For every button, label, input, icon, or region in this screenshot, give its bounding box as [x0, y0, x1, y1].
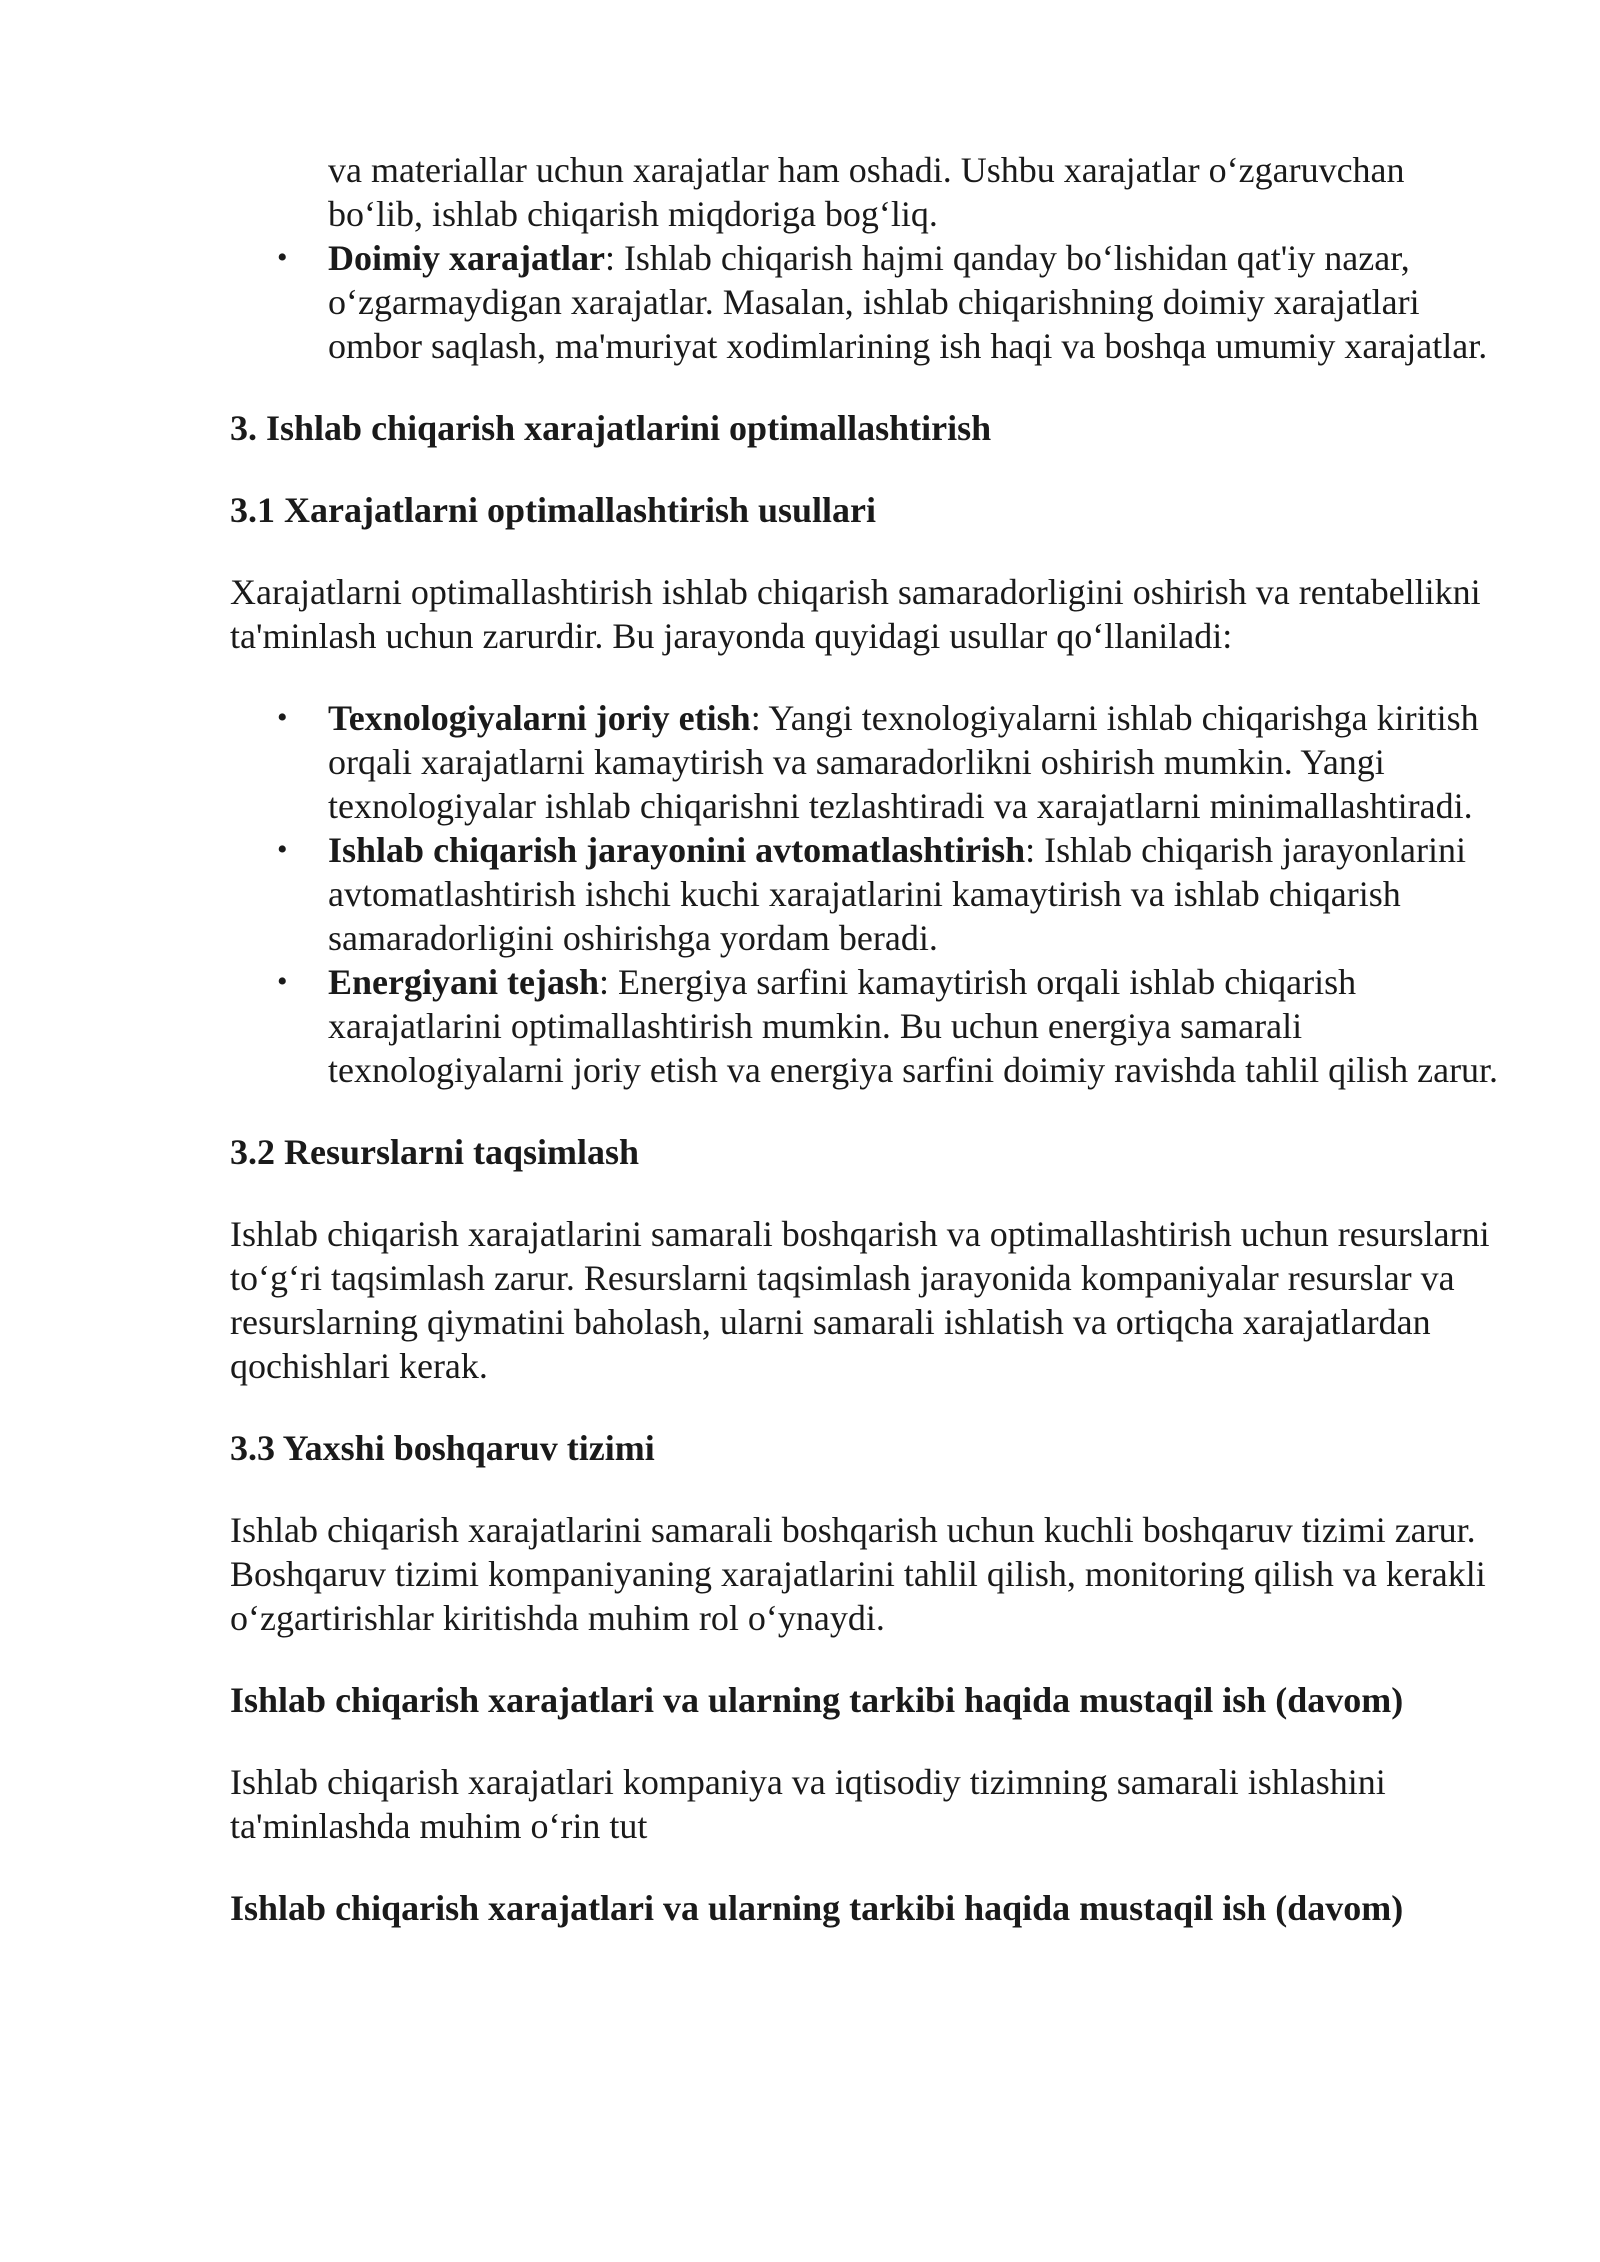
list-item-term: Texnologiyalarni joriy etish	[328, 698, 751, 738]
paragraph: Ishlab chiqarish xarajatlari kompaniya va iqtisodiy tizimning samarali ishlashini ta'minlashda muhim o‘rin tut	[230, 1762, 1386, 1846]
subsection-heading: 3.1 Xarajatlarni optimallashtirish usullari	[230, 490, 877, 530]
bullet-icon: •	[277, 833, 288, 866]
subsection-heading: 3.3 Yaxshi boshqaruv tizimi	[230, 1428, 655, 1468]
list-item	[230, 828, 1500, 960]
document-page	[230, 148, 1500, 1930]
bullet-icon: •	[277, 241, 288, 274]
continuation-heading: Ishlab chiqarish xarajatlari va ularning tarkibi haqida mustaqil ish (davom)	[230, 1680, 1404, 1720]
list-item-text: : Yangi texnologiyalarni ishlab chiqarishga kiritish orqali xarajatlarni kamaytirish va samaradorlikni oshirish mumkin. Yangi texnologiyalar ishlab chiqarishni tezlashtiradi va xarajatlarni minimallashtiradi.	[328, 698, 1479, 826]
list-item-text: : Ishlab chiqarish jarayonlarini avtomatlashtirish ishchi kuchi xarajatlarini kamaytirish va ishlab chiqarish samaradorligini oshirishga yordam beradi.	[328, 830, 1466, 958]
paragraph: Ishlab chiqarish xarajatlarini samarali boshqarish uchun kuchli boshqaruv tizimi zarur. Boshqaruv tizimi kompaniyaning xarajatlarini tahlil qilish, monitoring qilish va kerakli o‘zgartirishlar kiritishda muhim rol o‘ynaydi.	[230, 1510, 1486, 1638]
list-item-term: Ishlab chiqarish jarayonini avtomatlashtirish	[328, 830, 1026, 870]
bullet-icon: •	[277, 965, 288, 998]
list-item	[230, 148, 1500, 236]
paragraph: Ishlab chiqarish xarajatlarini samarali boshqarish va optimallashtirish uchun resurslarni to‘g‘ri taqsimlash zarur. Resurslarni taqsimlash jarayonida kompaniyalar resurslar va resurslarning qiymatini baholash, ularni samarali ishlatish va ortiqcha xarajatlardan qochishlari kerak.	[230, 1214, 1490, 1386]
bullet-icon: •	[277, 701, 288, 734]
continuation-heading: Ishlab chiqarish xarajatlari va ularning tarkibi haqida mustaqil ish (davom)	[230, 1888, 1404, 1928]
list-item	[230, 696, 1500, 828]
optimization-methods-list	[230, 696, 1500, 1092]
cost-types-list	[230, 148, 1500, 368]
paragraph: Xarajatlarni optimallashtirish ishlab chiqarish samaradorligini oshirish va rentabellikni ta'minlash uchun zarurdir. Bu jarayonda quyidagi usullar qo‘llaniladi:	[230, 572, 1481, 656]
subsection-heading: 3.2 Resurslarni taqsimlash	[230, 1132, 640, 1172]
list-item-term: Doimiy xarajatlar	[328, 238, 605, 278]
list-item	[230, 236, 1500, 368]
section-heading: 3. Ishlab chiqarish xarajatlarini optimallashtirish	[230, 408, 992, 448]
list-item-text: va materiallar uchun xarajatlar ham oshadi. Ushbu xarajatlar o‘zgaruvchan bo‘lib, ishlab chiqarish miqdoriga bog‘liq.	[328, 150, 1405, 234]
list-item-text: : Ishlab chiqarish hajmi qanday bo‘lishidan qat'iy nazar, o‘zgarmaydigan xarajatlar. Masalan, ishlab chiqarishning doimiy xarajatlari ombor saqlash, ma'muriyat xodimlarining ish haqi va boshqa umumiy xarajatlar.	[328, 238, 1488, 366]
list-item-text: : Energiya sarfini kamaytirish orqali ishlab chiqarish xarajatlarini optimallashtirish mumkin. Bu uchun energiya samarali texnologiyalarni joriy etish va energiya sarfini doimiy ravishda tahlil qilish zarur.	[328, 962, 1499, 1090]
list-item-term: Energiyani tejash	[328, 962, 600, 1002]
list-item	[230, 960, 1500, 1092]
